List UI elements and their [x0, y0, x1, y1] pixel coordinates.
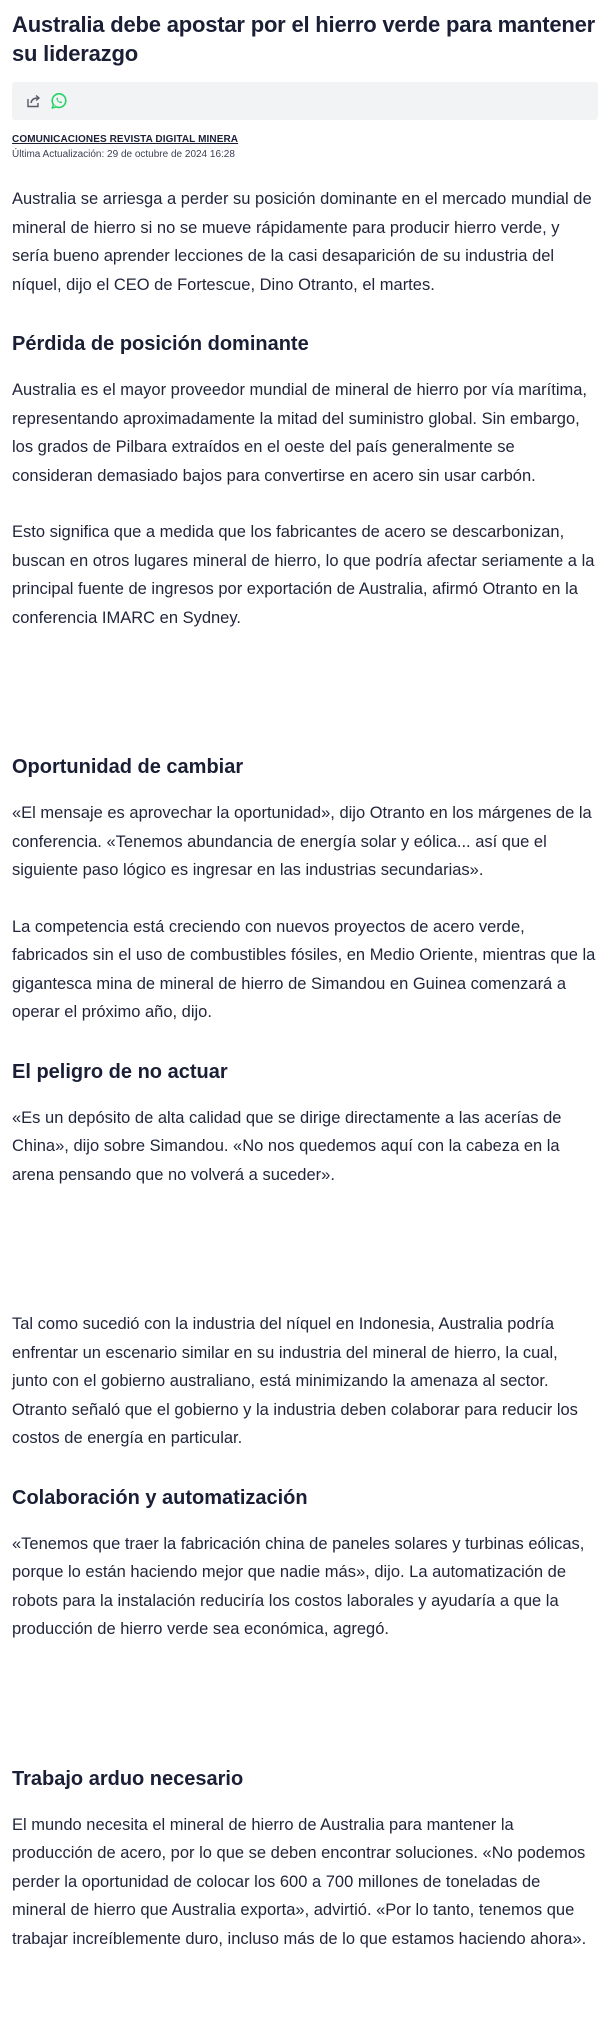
section-heading: Pérdida de posición dominante	[12, 333, 309, 355]
whatsapp-icon[interactable]	[50, 92, 68, 110]
paragraph: La competencia está creciendo con nuevos proyectos de acero verde, fabricados sin el uso de combustibles fósiles, en Medio Oriente, mientras que la gigantesca mina de mineral de hierro de Simandou en Guinea comenzará a operar el próximo año, dijo.	[12, 917, 596, 1021]
section-heading: El peligro de no actuar	[12, 1060, 228, 1083]
ad-space	[12, 1644, 598, 1765]
paragraph: Esto significa que a medida que los fabricantes de acero se descarbonizan, buscan en otros lugares mineral de hierro, lo que podría afectar seriamente a la principal fuente de ingresos por exportación de Australia, afirmó Otranto en la conferencia IMARC en Sydney.	[12, 523, 595, 627]
paragraph: «Tenemos que traer la fabricación china de paneles solares y turbinas eólicas, porque lo están haciendo mejor que nadie más», dijo. La automatización de robots para la instalación reduciría los costos laborales y ayudaría a que la producción de hierro verde sea económica, agregó.	[12, 1534, 585, 1638]
paragraph: El mundo necesita el mineral de hierro de Australia para mantener la producción de acero, por lo que se deben encontrar soluciones. «No podemos perder la oportunidad de colocar los 600 a 700 millones de toneladas de mineral de hierro que Australia exporta», advirtió. «Por lo tanto, tenemos que trabajar increíblemente duro, incluso más de lo que estamos haciendo ahora».	[12, 1815, 587, 1948]
intro-paragraph: Australia se arriesga a perder su posición dominante en el mercado mundial de mineral de hierro si no se mueve rápidamente para producir hierro verde, y sería bueno aprender lecciones de la casi desaparición de su industria del níquel, dijo el CEO de Fortescue, Dino Otranto, el martes.	[12, 190, 592, 294]
paragraph: «Es un depósito de alta calidad que se dirige directamente a las acerías de China», dijo sobre Simandou. «No nos quedemos aquí con la cabeza en la arena pensando que no volverá a suceder».	[12, 1108, 562, 1184]
paragraph: Australia es el mayor proveedor mundial de mineral de hierro por vía marítima, representando aproximadamente la mitad del suministro global. Sin embargo, los grados de Pilbara extraídos en el oeste del país generalmente se consideran demasiado bajos para convertirse en acero sin usar carbón.	[12, 381, 588, 485]
author-link[interactable]: COMUNICACIONES REVISTA DIGITAL MINERA	[12, 134, 239, 145]
updated-timestamp: Última Actualización: 29 de octubre de 2024 16:28	[12, 149, 235, 160]
article	[12, 0, 598, 1953]
ad-space	[12, 1189, 598, 1310]
section-heading: Colaboración y automatización	[12, 1486, 308, 1509]
ad-space	[12, 632, 598, 753]
byline	[12, 134, 598, 160]
paragraph: Tal como sucedió con la industria del níquel en Indonesia, Australia podría enfrentar un escenario similar en su industria del mineral de hierro, la cual, junto con el gobierno australiano, está minimizando la amenaza al sector. Otranto señaló que el gobierno y la industria deben colaborar para reducir los costos de energía en particular.	[12, 1315, 578, 1447]
paragraph: «El mensaje es aprovechar la oportunidad», dijo Otranto en los márgenes de la conferencia. «Tenemos abundancia de energía solar y eólica... así que el siguiente paso lógico es ingresar en las industrias secundarias».	[12, 804, 592, 879]
share-bar	[12, 82, 598, 120]
share-icon[interactable]	[24, 92, 42, 110]
article-title: Australia debe apostar por el hierro verde para mantener su liderazgo	[12, 12, 596, 66]
section-heading: Trabajo arduo necesario	[12, 1767, 244, 1790]
section-heading: Oportunidad de cambiar	[12, 756, 244, 778]
